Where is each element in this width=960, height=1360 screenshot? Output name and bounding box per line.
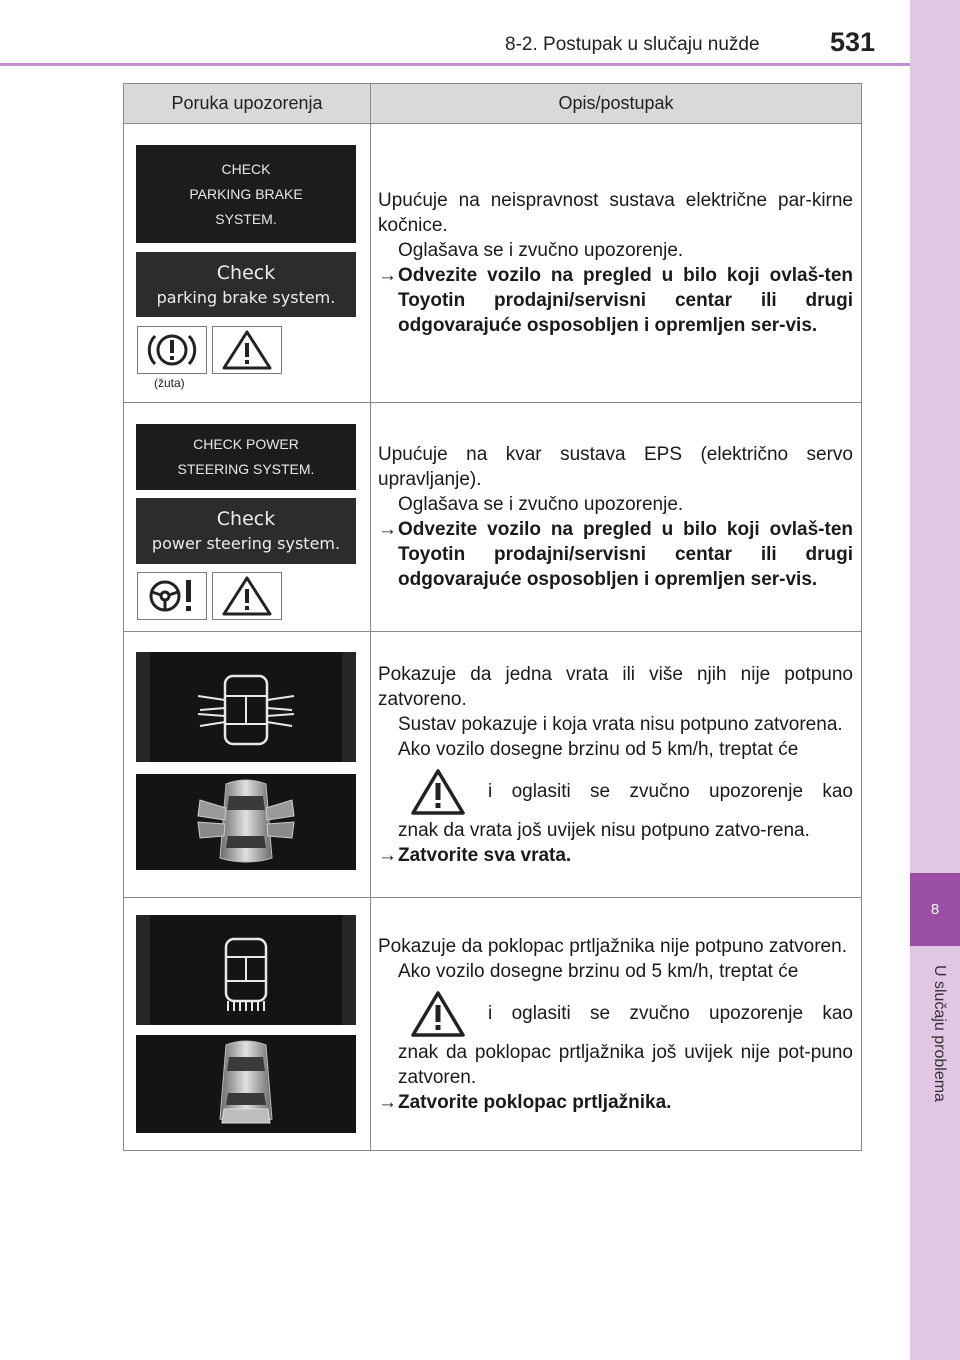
chapter-number: 8 — [910, 873, 960, 946]
description-note: Oglašava se i zvučno upozorenje. — [398, 494, 684, 515]
warning-visual-cell — [124, 898, 371, 1151]
speed-note: Ako vozilo dosegne brzinu od 5 km/h, treptat će — [398, 960, 799, 982]
arrow-icon: → — [378, 1091, 397, 1113]
arrow-icon: → — [378, 844, 397, 866]
table-header-row — [124, 84, 862, 124]
power-steering-warning-icon — [137, 572, 207, 620]
inline-warning-line: i oglasiti se zvučno upozorenje kao — [378, 768, 853, 816]
description-text: Upućuje na kvar sustava EPS (električno servo upravljanje). — [378, 444, 853, 490]
trunk-open-diagram-icon — [136, 915, 356, 1025]
warning-triangle-icon — [410, 768, 466, 816]
action-text: →Zatvorite poklopac prtljažnika. — [378, 1091, 672, 1113]
description-cell — [371, 632, 862, 898]
description-text: Upućuje na neispravnost sustava električne par-kirne kočnice. — [378, 190, 853, 236]
header-divider — [0, 63, 910, 66]
page-number: 531 — [830, 27, 876, 57]
door-open-diagram-icon — [136, 652, 356, 762]
warning-message-display: CHECK PARKING BRAKE SYSTEM. — [136, 145, 356, 243]
car-doors-open-icon — [136, 774, 356, 870]
table-row — [124, 124, 862, 403]
speed-note-end: znak da poklopac prtljažnika još uvijek nije pot-puno zatvoren. — [398, 1041, 853, 1088]
description-text: Pokazuje da jedna vrata ili više njih nije potpuno zatvoreno. — [378, 663, 853, 710]
arrow-icon: → — [378, 519, 397, 540]
speed-note-end: znak da vrata još uvijek nisu potpuno zatvo-rena. — [398, 819, 810, 841]
column-header-description: Opis/postupak — [371, 84, 862, 124]
column-header-message: Poruka upozorenja — [124, 84, 371, 124]
car-trunk-open-icon — [136, 1035, 356, 1133]
table-row — [124, 403, 862, 632]
warning-table — [123, 83, 862, 1151]
action-text: →Odvezite vozilo na pregled u bilo koji ovlaš-ten Toyotin prodajni/servisni centar ili drugi odgovarajuće osposobljen i opremljen ser-vis. — [378, 265, 853, 336]
table-row — [124, 898, 862, 1151]
warning-visual-cell — [124, 403, 371, 632]
section-title: 8-2. Postupak u slučaju nužde — [505, 34, 760, 55]
action-text: →Odvezite vozilo na pregled u bilo koji ovlaš-ten Toyotin prodajni/servisni centar ili drugi odgovarajuće osposobljen i opremljen ser-vis. — [378, 519, 853, 590]
inline-warning-line: i oglasiti se zvučno upozorenje kao — [378, 990, 853, 1038]
warning-visual-cell — [124, 124, 371, 403]
speed-note: Ako vozilo dosegne brzinu od 5 km/h, treptat će — [398, 738, 799, 760]
parking-brake-warning-icon — [137, 326, 207, 374]
description-note: Oglašava se i zvučno upozorenje. — [398, 240, 684, 261]
table-row — [124, 632, 862, 898]
chapter-title: U slučaju problema — [931, 965, 948, 1102]
warning-triangle-icon — [212, 326, 282, 374]
description-text: Pokazuje da poklopac prtljažnika nije potpuno zatvoren. — [378, 935, 847, 957]
warning-triangle-icon — [212, 572, 282, 620]
warning-triangle-icon — [410, 990, 466, 1038]
warning-message-display-alt: Check power steering system. — [136, 498, 356, 564]
chapter-side-tab — [910, 0, 960, 1360]
warning-visual-cell — [124, 632, 371, 898]
description-note: Sustav pokazuje i koja vrata nisu potpuno zatvorena. — [398, 713, 843, 735]
icon-color-caption: (žuta) — [154, 376, 185, 390]
description-cell — [371, 403, 862, 632]
warning-message-display: CHECK POWER STEERING SYSTEM. — [136, 424, 356, 490]
description-cell — [371, 898, 862, 1151]
description-cell — [371, 124, 862, 403]
action-text: →Zatvorite sva vrata. — [378, 844, 572, 866]
warning-message-display-alt: Check parking brake system. — [136, 252, 356, 317]
arrow-icon: → — [378, 265, 397, 286]
